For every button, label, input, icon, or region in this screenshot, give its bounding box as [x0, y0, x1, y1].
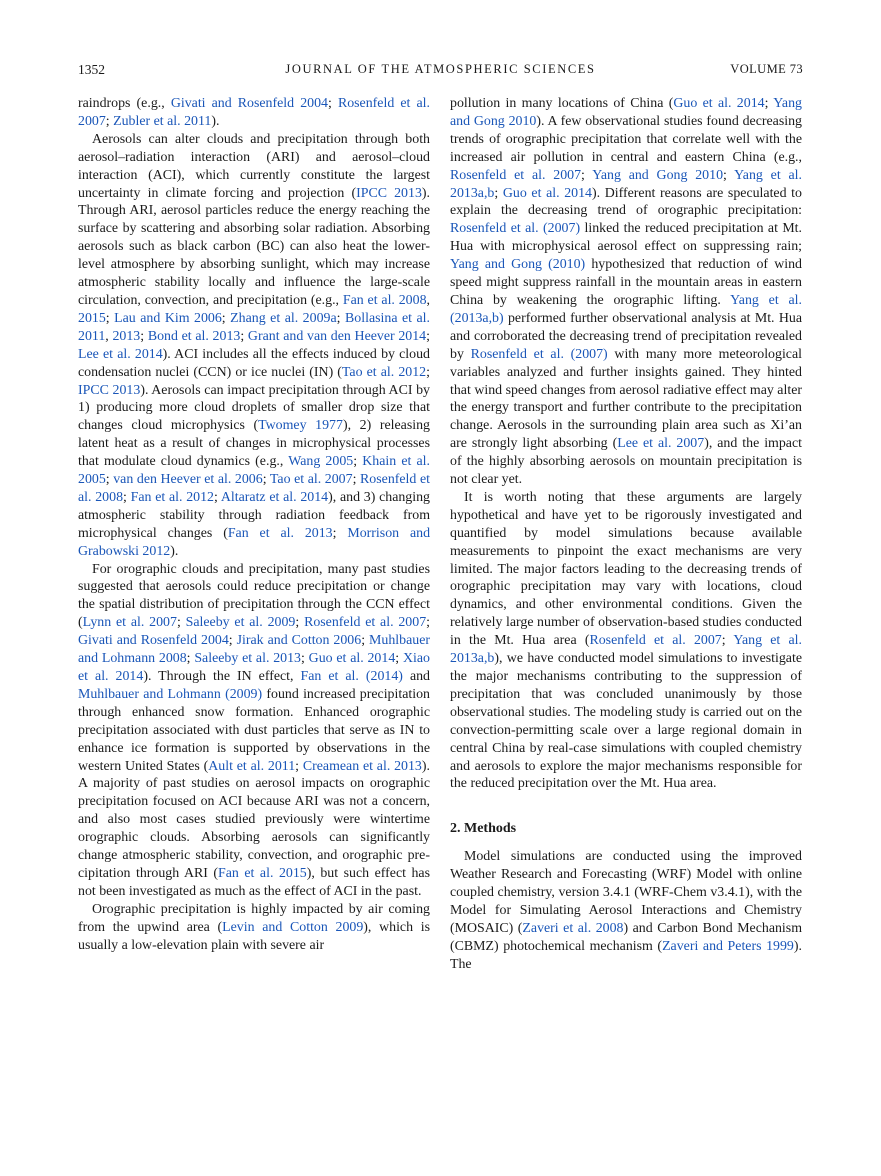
citation-link[interactable]: Bollasina et al. 2011 [78, 310, 431, 344]
citation-link[interactable]: Zhang et al. 2009a [230, 310, 337, 326]
citation-link[interactable]: IPCC 2013 [356, 185, 422, 201]
citation-link[interactable]: Creamean et al. 2013 [302, 758, 422, 774]
paragraph: It is worth noting that these arguments are largely hypothetical and have yet to be rigorously investigated and quantified by model simulations because available measurements to pinpoint the exact mechanisms are very limited. The major factors leading to the decreasing trends of orographic precipitation may vary with locations, cloud dynamics, and other environmental conditions. Given the relatively large number of observation-based studies conducted in the Mt. Hua area (Rosenfeld et al. 2007; Yang et al. 2013a,b), we have conducted model simulations to investigate the major mechanisms contributing to the suppression of precipitation that was concluded unanimously by those observational studies. The modeling study is carried out on the convection-permitting scale over a large regional domain in central China by real-case simulations with coupled chemistry and aerosols to explore the major mechanisms responsible for the reduced precipitation over the Mt. Hua area. [450, 489, 802, 792]
citation-link[interactable]: Lynn et al. 2007 [82, 615, 177, 631]
citation-link[interactable]: Zubler et al. 2011 [113, 113, 212, 129]
paragraph: Model simulations are conducted using the improved Weather Research and Forecasting (WRF) Model with online coupled chemistry, version 3.4.1 (WRF-Chem v3.4.1), with the Model for Simulating Aerosol Interactions and Chemistry (MOSAIC) (Zaveri et al. 2008) and Carbon Bond Mechanism (CBMZ) photochemical mechanism (Zaveri and Peters 1999). The [450, 849, 803, 972]
citation-link[interactable]: Fan et al. 2013 [227, 525, 333, 541]
citation-link[interactable]: Givati and Rosenfeld 2004 [170, 96, 328, 111]
citation-link[interactable]: Rosenfeld et al. (2007) [470, 346, 608, 362]
citation-link[interactable]: Yang and Gong (2010) [450, 257, 586, 273]
citation-link[interactable]: Muhlbauer and Lohmann (2009) [78, 686, 263, 702]
citation-link[interactable]: IPCC 2013 [78, 382, 141, 398]
citation-link[interactable]: Bond et al. 2013 [147, 328, 241, 344]
citation-link[interactable]: Xiao et al. 2014 [78, 651, 430, 684]
citation-link[interactable]: Fan et al. 2008 [342, 292, 427, 308]
journal-title: JOURNAL OF THE ATMOSPHERIC SCIENCES [285, 62, 596, 76]
citation-link[interactable]: Guo et al. 2014 [502, 185, 593, 201]
citation-link[interactable]: Fan et al. (2014) [300, 669, 403, 684]
citation-link[interactable]: Rosenfeld et al. (2007) [450, 221, 581, 237]
paragraph: For orographic clouds and precipitation, many past studies suggested that aerosols could reduce precipitation or change the spatial distribution of precipitation through the CCN effect (Lynn et al. 2007; Saleeby et al. 2009; Rosenfeld et al. 2007; Givati and Rosenfeld 2004; Jirak and Cotton 2006; Muhlbauer and Lohmann 2008; Saleeby et al. 2013; Guo et al. 2014; Xiao et al. 2014). Through the IN effect, Fan et al. (2014) and Muhlbauer and Lohmann (2009) found increased precipitation through enhanced snow formation. Enhanced orographic precipitation associated with dust particles that serve as IN to enhance ice formation is supported by observations in the western United States (Ault et al. 2011; Creamean et al. 2013). A majority of past studies on aerosol impacts on orographic precipitation focused on ACI because ARI was not a concern, and also most cases studied previously were wintertime orographic clouds. Absorbing aerosols can significantly change atmospheric stability, convection, and orographic precipitation through ARI (Fan et al. 2015), but such effect has not been investigated as much as the effect of ACI in the past. [78, 561, 431, 899]
citation-link[interactable]: Tao et al. 2007 [269, 472, 353, 488]
citation-link[interactable]: van den Heever et al. 2006 [113, 472, 263, 488]
citation-link[interactable]: Ault et al. 2011 [208, 758, 296, 774]
citation-link[interactable]: Altaratz et al. 2014 [220, 489, 329, 505]
citation-link[interactable]: Rosenfeld et al. 2007 [589, 633, 722, 649]
paragraph: Aerosols can alter clouds and precipitation through both aerosol–radiation interaction (ARI) and aerosol–cloud interaction (ACI), which currently constitute the largest uncertainty in climate forcing and projection (IPCC 2013). Through ARI, aerosol particles reduce the energy reaching the surface by scattering and absorbing solar radiation. Absorbing aerosols such as black carbon (BC) can also heat the lower-level atmosphere by absorbing sunlight, which may increase atmospheric stability locally and influence the large-scale circulation, convection, and precipitation (e.g., Fan et al. 2008, 2015; Lau and Kim 2006; Zhang et al. 2009a; Bollasina et al. 2011, 2013; Bond et al. 2013; Grant and van den Heever 2014; Lee et al. 2014). ACI includes all the effects induced by cloud condensation nuclei (CCN) or ice nuclei (IN) (Tao et al. 2012; IPCC 2013). Aerosols can impact precipitation through ACI by 1) producing more cloud droplets of smaller drop size that changes cloud microphysics (Twomey 1977), 2) releasing latent heat as a result of changes in microphysical processes that modulate cloud dynamics (e.g., Wang 2005; Khain et al. 2005; van den Heever et al. 2006; Tao et al. 2007; Rosenfeld et al. 2008; Fan et al. 2012; Altaratz et al. 2014), and 3) changing atmospheric stability through radiation feedback from microphysical changes (Fan et al. 2013; Morrison and Grabowski 2012). [78, 131, 431, 559]
citation-link[interactable]: Rosenfeld et al. 2007 [304, 615, 427, 631]
citation-link[interactable]: Yang and Gong 2010 [450, 96, 802, 129]
citation-link[interactable]: Lau and Kim 2006 [114, 310, 222, 326]
paragraph: raindrops (e.g., Givati and Rosenfeld 2004; Rosenfeld et al. 2007; Zubler et al. 2011). [78, 96, 430, 129]
citation-link[interactable]: Twomey 1977 [258, 418, 343, 434]
citation-link[interactable]: Zaveri et al. 2008 [522, 920, 624, 936]
page-header [78, 62, 803, 80]
citation-link[interactable]: Yang et al. 2013a,b [450, 167, 802, 201]
citation-link[interactable]: Grant and van den Heever 2014 [247, 328, 427, 344]
citation-link[interactable]: Rosenfeld et al. 2007 [450, 167, 582, 183]
paragraph: pollution in many locations of China (Guo et al. 2014; Yang and Gong 2010). A few observational studies found decreasing trends of orographic precipitation that correlate well with the increased air pollution in central and eastern China (e.g., Rosenfeld et al. 2007; Yang and Gong 2010; Yang et al. 2013a,b; Guo et al. 2014). Different reasons are speculated to explain the decreasing trend of orographic precipitation: Rosenfeld et al. (2007) linked the reduced precipitation at Mt. Hua with microphysical aerosol effect on suppressing rain; Yang and Gong (2010) hypothesized that reduction of wind speed might suppress rainfall in the mountain areas in eastern China by weakening the orographic lifting. Yang et al. (2013a,b) performed further observational analysis at Mt. Hua and corroborated the decreasing trend of precipitation revealed by Rosenfeld et al. (2007) with many more meteorological variables analyzed and further insights gained. They hinted that wind speed changes from aerosol radiative effect may alter the energy transport and further contribute to the precipitation change. Aerosols in the surrounding plain area such as Xi’an are strongly light absorbing (Lee et al. 2007), and the impact of the highly absorbing aerosols on mountain precipitation is not clear yet. [450, 96, 803, 488]
citation-link[interactable]: Muhlbauer and Lohmann 2008 [78, 633, 430, 667]
citation-link[interactable]: Zaveri and Peters 1999 [662, 938, 794, 954]
section-heading: 2. Methods [450, 821, 517, 837]
citation-link[interactable]: Fan et al. 2012 [130, 489, 215, 505]
citation-link[interactable]: Lee et al. 2014 [78, 346, 163, 362]
citation-link[interactable]: 2015 [78, 310, 106, 326]
citation-link[interactable]: Guo et al. 2014 [673, 96, 765, 111]
citation-link[interactable]: Jirak and Cotton 2006 [236, 633, 362, 649]
citation-link[interactable]: Morrison and Grabowski 2012 [78, 525, 431, 559]
citation-link[interactable]: Yang et al. 2013a,b [450, 633, 802, 667]
left-column [78, 95, 430, 955]
citation-link[interactable]: Tao et al. 2012 [341, 364, 427, 380]
citation-link[interactable]: Wang 2005 [288, 454, 354, 470]
citation-link[interactable]: Levin and Cotton 2009 [222, 919, 364, 935]
citation-link[interactable]: Givati and Rosenfeld 2004 [78, 633, 229, 649]
citation-link[interactable]: 2013 [112, 328, 141, 344]
volume-label: VOLUME 73 [730, 62, 803, 76]
citation-link[interactable]: Rosenfeld et al. 2007 [78, 96, 430, 129]
right-column [450, 95, 802, 974]
citation-link[interactable]: Rosenfeld et al. 2008 [78, 472, 430, 505]
paragraph: Orographic precipitation is highly impacted by air coming from the upwind area (Levin and Cotton 2009), which is usually a low-elevation plain with severe air [78, 901, 430, 953]
citation-link[interactable]: Yang et al. (2013a,b) [450, 292, 802, 326]
citation-link[interactable]: Yang and Gong 2010 [592, 167, 724, 183]
page-number: 1352 [78, 62, 105, 77]
citation-link[interactable]: Saleeby et al. 2013 [194, 651, 301, 667]
citation-link[interactable]: Guo et al. 2014 [308, 651, 396, 667]
citation-link[interactable]: Khain et al. 2005 [78, 454, 430, 488]
citation-link[interactable]: Saleeby et al. 2009 [185, 615, 296, 631]
citation-link[interactable]: Fan et al. 2015 [218, 865, 307, 881]
citation-link[interactable]: Lee et al. 2007 [617, 436, 705, 452]
